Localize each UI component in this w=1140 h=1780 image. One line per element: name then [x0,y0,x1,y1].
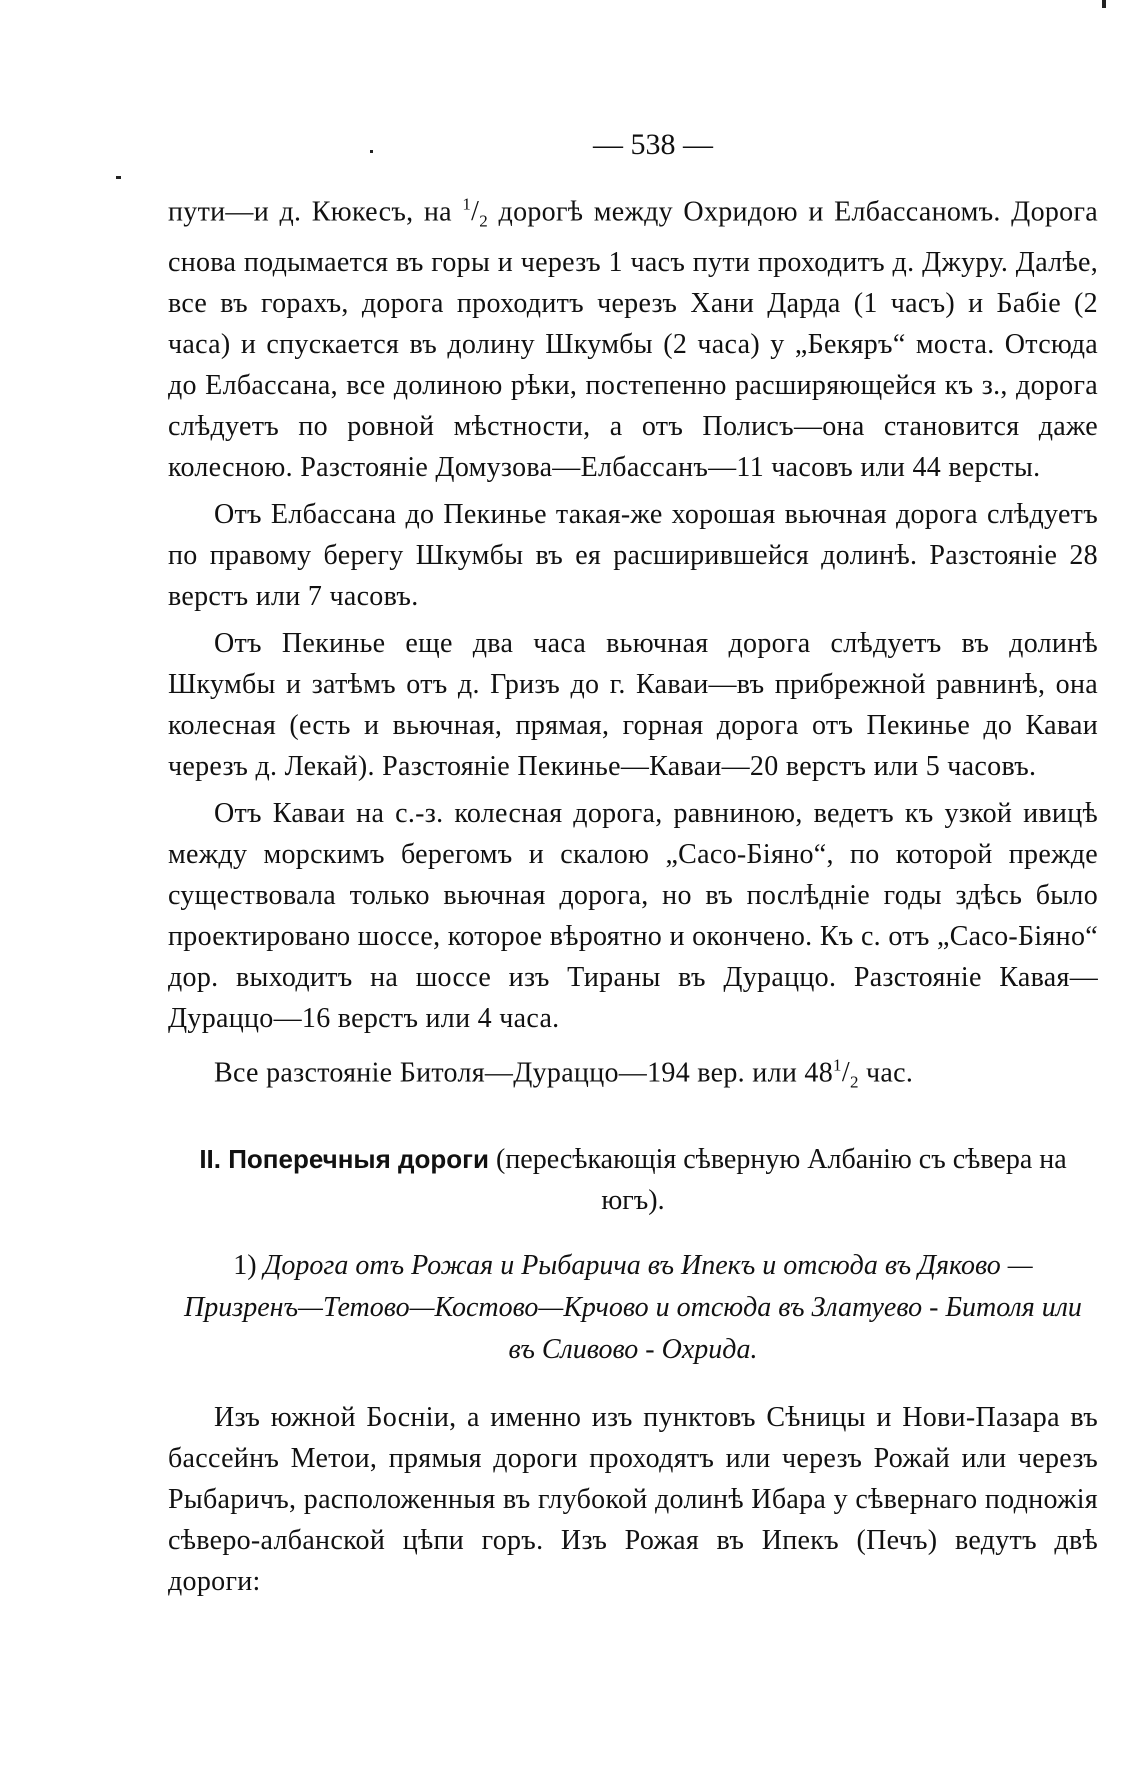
fraction-half-2 [833,1055,859,1092]
scan-speck-top [1102,0,1106,8]
paragraph-5-text-b: час. [858,1057,914,1089]
fraction-numerator: 1 [833,1055,842,1075]
scan-speck-left [116,176,121,179]
fraction-half [462,195,489,231]
fraction-slash: / [471,196,480,228]
paragraph-5 [168,1045,1098,1103]
section-heading [168,1139,1098,1221]
section-heading-bold: II. Поперечныя дороги [199,1143,489,1174]
route-subheading [168,1245,1098,1371]
paragraph-final: Изъ южной Босніи, а именно изъ пунктовъ Сѣницы и Нови-Пазара въ бассейнъ Метои, прямыя дороги проходятъ или черезъ Рожай или черезъ Рыбаричъ, расположенныя въ глубокой долинѣ Ибара у сѣвернаго подножія сѣверо-албанской цѣпи горъ. Изъ Рожая въ Ипекъ (Печъ) ведутъ двѣ дороги: [168,1401,1098,1597]
paragraph-2: Отъ Елбассана до Пекинье такая-же хорошая вьючная дорога слѣдуетъ по правому берегу Шкумбы въ ея расширившейся долинѣ. Разстояніе 28 верстъ или 7 часовъ. [168,498,1098,612]
paragraph-3: Отъ Пекинье еще два часа вьючная дорога слѣдуетъ въ долинѣ Шкумбы и затѣмъ отъ д. Гризъ до г. Каваи—въ прибрежной равнинѣ, она колесная (есть и вьючная, прямая, горная дорога отъ Пекинье до Каваи черезъ д. Лекай). Разстояніе Пекинье—Каваи—20 верстъ или 5 часовъ. [168,627,1098,782]
paragraph-1-text-a: пути—и д. Кюкесъ, на [168,196,463,228]
fraction-denominator: 2 [849,1072,859,1092]
book-page [168,128,1098,1602]
page-number: — 538 — [593,128,713,161]
paragraph-4: Отъ Каваи на с.-з. колесная дорога, равниною, ведетъ къ узкой ивицѣ между морскимъ берегомъ и скалою „Сасо-Біяно“, по которой прежде существовала только вьючная дорога, но въ послѣдніе годы здѣсь было проектировано шоссе, которое вѣроятно и окончено. Къ с. отъ „Сасо-Біяно“ дор. выходитъ на шоссе изъ Тираны въ Дураццо. Разстояніе Кавая—Дураццо—16 верстъ или 4 часа. [168,797,1098,1034]
fraction-denominator: 2 [479,211,489,231]
fraction-numerator: 1 [462,195,472,214]
section-heading-rest: (пересѣкающія сѣверную Албанію съ сѣвера на югъ). [489,1143,1067,1216]
paragraph-1-text-b: дорогѣ между Охридою и Елбассаномъ. Дорога снова подымается въ горы и черезъ 1 часъ пути проходитъ д. Джуру. Далѣе, все въ горахъ, дорога проходитъ черезъ Хани Дарда (1 часъ) и Бабіе (2 часа) и спускается въ долину Шкумбы (2 часа) у „Бекяръ“ моста. Отсюда до Елбассана, все долиною рѣки, постепенно расширяющейся къ з., дорога слѣдуетъ по ровной мѣстности, а отъ Полисъ—она становится даже колесною. Разстояніе Домузова—Елбассанъ—11 часовъ или 44 версты. [168,196,1098,483]
paragraph-5-text-a: Все разстояніе Битоля—Дураццо—194 вер. или 48 [214,1057,834,1089]
route-title: Дорога отъ Рожая и Рыбарича въ Ипекъ и отсюда въ Дяково — Призренъ—Тетово—Костово—Крчово и отсюда въ Златуево - Битоля или въ Сливово - Охрида. [184,1249,1082,1365]
fraction-slash: / [841,1057,850,1089]
paragraph-1 [168,184,1098,488]
route-number: 1) [233,1249,264,1281]
